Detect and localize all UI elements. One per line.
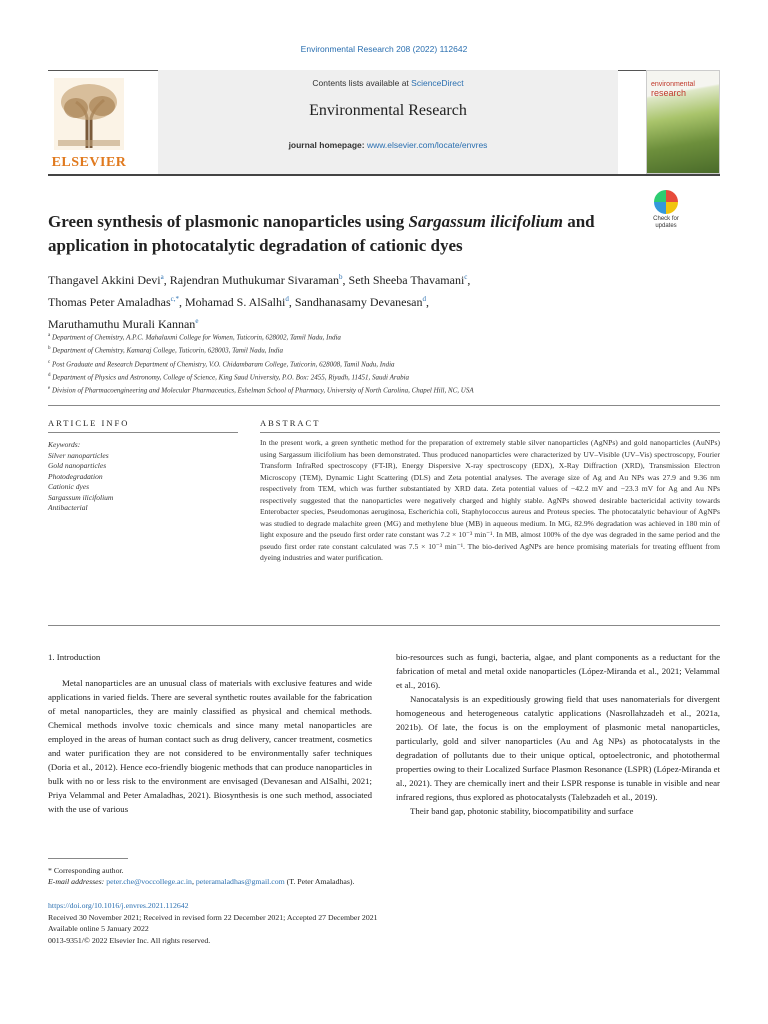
header-bottom-rule	[48, 174, 720, 176]
received-dates: Received 30 November 2021; Received in revised form 22 December 2021; Accepted 27 December 2021	[48, 912, 378, 922]
title-part2: and application in photocatalytic degradation of cationic dyes	[48, 212, 595, 255]
check-updates-label	[648, 216, 684, 230]
affiliation-text: Division of Pharmacoengineering and Molecular Pharmaceutics, Eshelman School of Pharmacy, University of North Carolina, Chapel Hill, NC, USA	[51, 386, 474, 395]
journal-citation[interactable]: Environmental Research 208 (2022) 112642	[300, 44, 468, 54]
keyword-item: Sargassum ilicifolium	[48, 492, 114, 502]
intro-left-column	[48, 650, 372, 816]
article-title	[48, 210, 628, 258]
journal-name: Environmental Research	[309, 102, 467, 119]
keyword-item: Silver nanoparticles	[48, 450, 109, 460]
author-name: Maruthamuthu Murali Kannan	[48, 317, 196, 331]
author-affil-ref[interactable]: e	[195, 317, 199, 325]
author-list: Thangavel Akkini Devi$^a$, Rajendran Muthukumar Sivaraman$^b$, Seth Sheeba Thavamani$^c$, Thomas Peter Amaladhas$^{c,*}$, Mohamad S. AlSalhi$^d$, Sandhanasamy Devanesan$^d$, Maruthamuthu Murali Kannan$^e$	[48, 273, 471, 331]
email-link-2[interactable]: peteramaladhas@gmail.com	[195, 877, 285, 886]
article-info-heading: ARTICLE INFO	[48, 418, 130, 428]
title-part1: Green synthesis of plasmonic nanoparticles using	[48, 212, 409, 231]
check-updates-icon	[654, 190, 678, 214]
footnote-rule	[48, 858, 128, 859]
cover-title-line2: research	[651, 88, 687, 98]
journal-info-box	[158, 70, 618, 174]
sciencedirect-link[interactable]: ScienceDirect	[411, 78, 464, 88]
section-divider	[48, 405, 720, 406]
title-species: Sargassum ilicifolium	[408, 212, 563, 231]
abstract-text: In the present work, a green synthetic method for the preparation of extremely stable silver nanoparticles (AgNPs) and gold nanoparticles (AuNPs) using Sargassum ilicifolium has been demonstrated. Thus produced nanoparticles were characterized by UV–Visible (UV–Vis) spectroscopy, Fourier Transform InfraRed spectroscopy (FT-IR), Energy Dispersive X-ray spectroscopy (EDX), X-Ray Diffraction (XRD), Transmission Electron Microscopy (TEM), Dynamic Light Scattering (DLS) and Zeta potential analyses. The average size of Ag and Au NPs was 27.9 and 9.36 nm respectively from TEM, which was further substantiated by XRD data. Zeta potential values of −42.2 mV and −23.3 mV for Ag and Au NPs respectively suggested that the nanoparticles were negatively charged and highly stable. AgNPs showed desirable bactericidal activity towards Enterobacter species, Pseudomonas aeruginosa, Escherichia coli, Staphylococcus aureus and Proteus species. The photocatalytic behaviour of AgNPs was studied to degrade malachite green (MG) and methylene blue (MB) in aqueous medium. In MG, 82.9% degradation was achieved in 180 min of light exposure and the pseudo first order rate constant was 7.2 × 10⁻³ min⁻¹. In MB, almost 100% of the dye was degraded in the same period and the pseudo first order rate constant calculated was 7.5 × 10⁻³ min⁻¹. The bio-derived AgNPs are hence promising materials for treating effluent from dyeing industries and water purification.	[260, 438, 720, 562]
email-line	[48, 876, 648, 887]
available-online: Available online 5 January 2022	[48, 924, 149, 933]
author-affil-ref[interactable]: d	[285, 295, 289, 303]
affiliation-text: Department of Chemistry, A.P.C. Mahalaxmi College for Women, Tuticorin, 628002, Tamil Nadu, India	[51, 333, 341, 342]
affiliations	[48, 330, 708, 397]
keyword-item: Photodegradation	[48, 471, 103, 481]
author-name: Mohamad S. AlSalhi	[185, 295, 286, 309]
author-affil-ref[interactable]: a	[160, 273, 164, 281]
homepage-link[interactable]: www.elsevier.com/locate/envres	[366, 140, 488, 150]
contents-prefix: Contents lists available at	[312, 78, 412, 88]
author-name: Thomas Peter Amaladhas	[48, 295, 171, 309]
affiliation-row	[48, 357, 708, 370]
keywords-list	[48, 440, 238, 514]
publication-info	[48, 900, 548, 946]
check-updates-line1: Check for	[653, 216, 679, 222]
homepage-line	[158, 140, 618, 150]
check-updates-line2: updates	[655, 223, 677, 229]
affiliation-text: Department of Chemistry, Kamaraj College, Tuticorin, 628003, Tamil Nadu, India	[52, 346, 284, 355]
intro-heading: 1. Introduction	[48, 652, 101, 662]
author-name: Sandhanasamy Devanesan	[294, 295, 423, 309]
email-link-1[interactable]: peter.che@voccollege.ac.in	[106, 877, 192, 886]
affiliation-marker: a	[48, 333, 51, 338]
abstract-rule	[260, 432, 720, 433]
affiliation-row	[48, 330, 708, 343]
cover-title-line1: environmental	[651, 81, 695, 88]
author-affil-ref[interactable]: b	[339, 273, 343, 281]
copyright-line: 0013-9351/© 2022 Elsevier Inc. All rights reserved.	[48, 935, 211, 945]
affiliation-marker: c	[48, 359, 51, 365]
article-info-rule	[48, 432, 238, 433]
affiliation-marker: d	[48, 372, 51, 378]
author-name: Thangavel Akkini Devi	[48, 273, 161, 287]
email-label: E-mail addresses:	[48, 877, 107, 886]
affiliation-marker: e	[48, 386, 51, 392]
elsevier-wordmark: ELSEVIER	[51, 155, 127, 170]
affiliation-row	[48, 383, 708, 396]
abstract-heading: ABSTRACT	[260, 418, 321, 428]
elsevier-logo[interactable]	[50, 78, 128, 172]
author-affil-ref[interactable]: d	[422, 295, 426, 303]
author-name: Seth Sheeba Thavamani	[348, 273, 465, 287]
keyword-item: Antibacterial	[48, 503, 88, 512]
affiliation-row	[48, 370, 708, 383]
author-name: Rajendran Muthukumar Sivaraman	[169, 273, 340, 287]
abstract-end-rule	[48, 625, 720, 626]
journal-header	[48, 70, 720, 175]
email-separator: ,	[191, 877, 196, 886]
journal-cover-image[interactable]	[646, 70, 720, 174]
email-suffix: (T. Peter Amaladhas).	[284, 877, 355, 886]
author-affil-ref[interactable]: c	[464, 273, 468, 281]
intro-paragraph: Metal nanoparticles are an unusual class of materials with exclusive features and wide applications in varied fields. There are several synthetic routes available for the fabrication of metal nanoparticles, they are mainly classified as physical and chemical methods. Chemical methods involve toxic chemicals and since many metal nanoparticles are employed in the areas of human contact such as drug delivery, cancer treatment, cosmetics and water purification they are not considered to be environmentally safer techniques (Doria et al., 2012). Hence eco-friendly biogenic methods that can produce nanoparticles in bulk with no or less risk to the environment are envisaged (Devanesan and AlSalhi, 2021; Priya Velammal and Peter Amaladhas, 2021). Biosynthesis is one such method, associated with the use of various	[48, 678, 372, 814]
check-for-updates-button[interactable]	[648, 190, 684, 234]
homepage-prefix: journal homepage:	[288, 140, 367, 150]
contents-line	[158, 78, 618, 88]
intro-paragraph: Nanocatalysis is an expeditiously growing field that uses nanomaterials for divergent homogeneous and heterogeneous catalytic applications (Nasrollahzadeh et al., 2021a, 2021b). Of late, the focus is on the employment of plasmonic metal nanoparticles, particularly, gold and silver nanoparticles (Au and Ag NPs) as photocatalysts in the degradation of pollutants due to their unique optical, optoelectronic, and photothermal properties owing to their Localized Surface Plasmon Resonance (LSPR) (López-Miranda et al., 2021). They are chemically inert and their LSPR response is tunable in visible and near infrared regions, thus explored as photocatalysts (Talebzadeh et al., 2019).	[396, 694, 720, 802]
footnote	[48, 865, 648, 887]
intro-paragraph: Their band gap, photonic stability, biocompatibility and surface	[410, 806, 634, 816]
affiliation-text: Post Graduate and Research Department of Chemistry, V.O. Chidambaram College, Tuticorin, 628008, Tamil Nadu, India	[51, 359, 395, 368]
elsevier-tree-icon	[54, 78, 124, 150]
doi-link[interactable]: https://doi.org/10.1016/j.envres.2021.112642	[48, 901, 189, 910]
intro-paragraph: bio-resources such as fungi, bacteria, algae, and plant components as a reductant for the fabrication of metal and metal oxide nanoparticles (López-Miranda et al., 2021; Velammal et al., 2016).	[396, 652, 720, 690]
affiliation-marker: b	[48, 346, 51, 352]
keyword-item: Gold nanoparticles	[48, 461, 107, 470]
corresponding-author-note: * Corresponding author.	[48, 866, 124, 875]
keywords-label: Keywords:	[48, 440, 81, 449]
keyword-item: Cationic dyes	[48, 482, 90, 491]
affiliation-row	[48, 343, 708, 356]
author-affil-ref[interactable]: c,*	[170, 295, 179, 303]
affiliation-text: Department of Physics and Astronomy, College of Science, King Saud University, P.O. Box: 2455, Riyadh, 11451, Saudi Arabia	[52, 373, 410, 382]
intro-right-column	[396, 650, 720, 818]
